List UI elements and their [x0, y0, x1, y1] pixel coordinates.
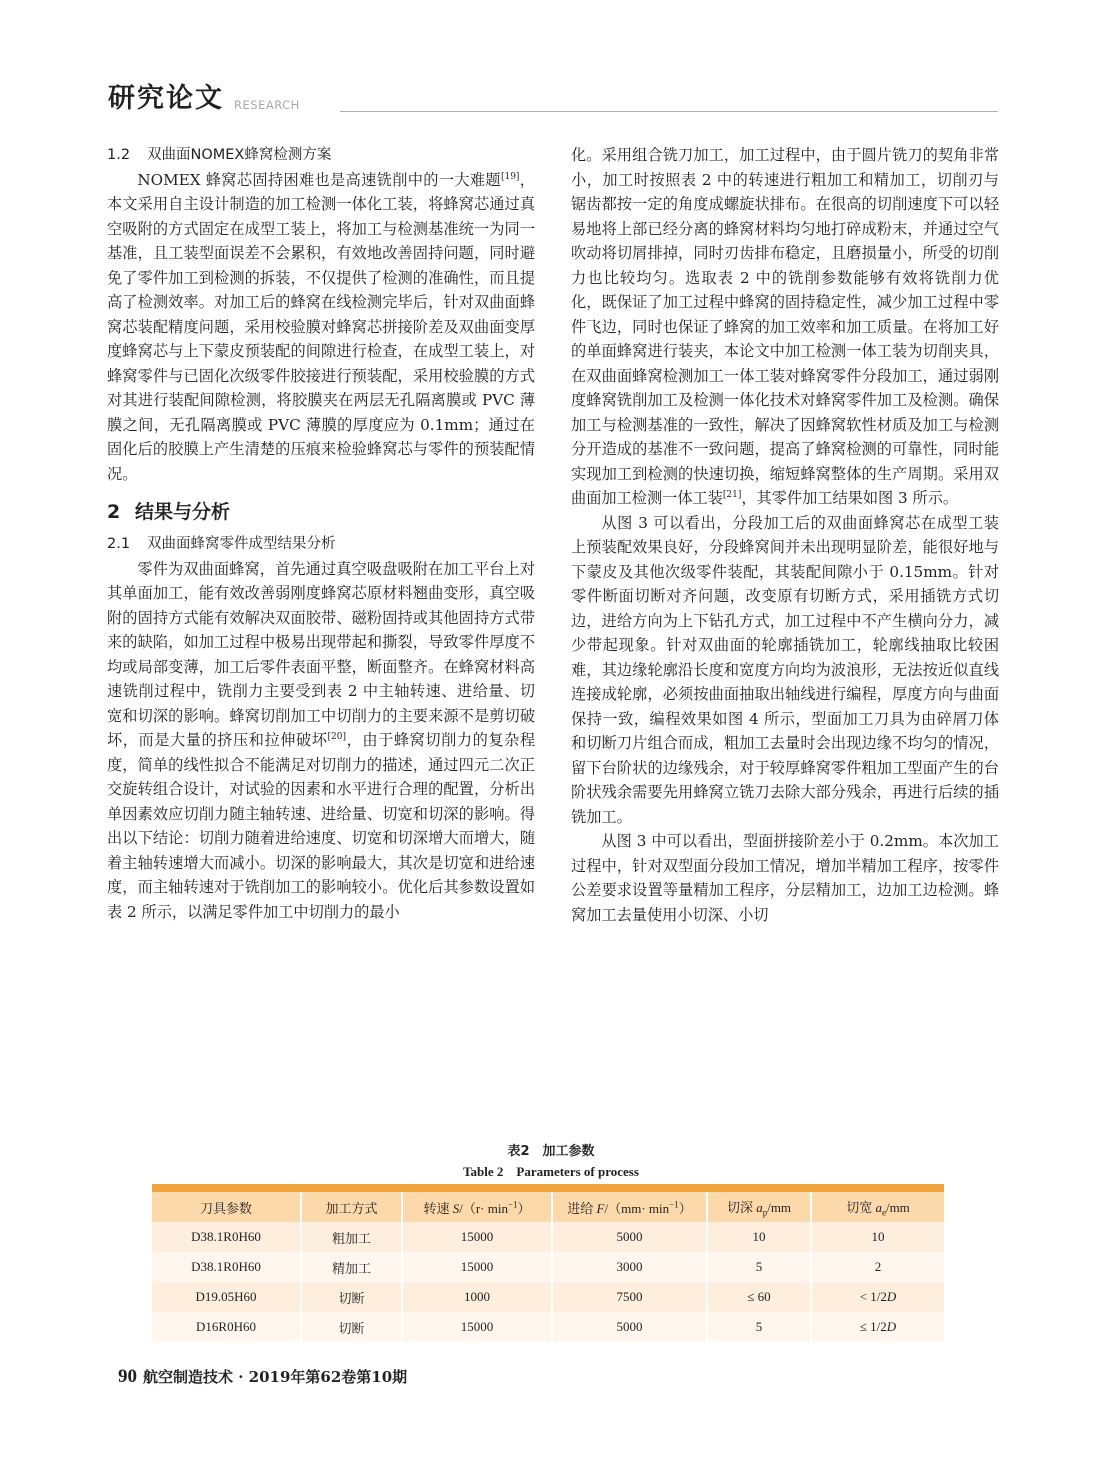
running-header [108, 76, 998, 116]
cell-depth: 5 [707, 1252, 811, 1282]
header-depth: 切深 $a_p/mm$ [707, 1192, 811, 1222]
cell-tool: D38.1R0H60 [152, 1252, 301, 1282]
right-column [571, 143, 999, 927]
cell-feed: 5000 [552, 1312, 707, 1342]
cell-depth: 5 [707, 1312, 811, 1342]
header-speed: 转速 $S/(r\cdot \min^{-1})$ [402, 1192, 552, 1222]
cell-depth: ≤ 60 [707, 1282, 811, 1312]
paragraph: 从图 3 中可以看出，型面拼接阶差小于 0.2mm。本次加工过程中，针对双型面分段加工情况，增加半精加工程序，按零件公差要求设置等量精加工程序，分层精加工，边加工边检测。蜂窝加工去量使用小切深、小切 [571, 832, 999, 924]
header-title-en: RESEARCH [234, 98, 300, 112]
paragraph [107, 557, 535, 925]
paragraph: 从图 3 可以看出，分段加工后的双曲面蜂窝芯在成型工装上预装配效果良好，分段蜂窝间并未出现明显阶差，能很好地与下蒙皮及其他次级零件装配，其装配间隙小于 0.15mm。针对零件断面切断对齐问题，改变原有切断方式，采用插铣方式切边，进给方向为上下钻孔方式，加工过程中不产生横向分力，减少带起现象。针对双曲面的轮廓插铣加工，轮廓线抽取比较困难，其边缘轮廓沿长度和宽度方向均为波浪形，无法按近似直线连接成轮廓，必须按曲面抽取出轴线进行编程，厚度方向与曲面保持一致，编程效果如图 4 所示，型面加工刀具为由碎屑刀体和切断刀片组合而成，粗加工去量时会出现边缘不均匀的情况，留下台阶状的边缘残余，对于较厚蜂窝零件粗加工型面产生的台阶状残余需要先用蜂窝立铣刀去除大部分残余，再进行后续的插铣加工。 [571, 513, 999, 826]
cell-speed: 15000 [402, 1252, 552, 1282]
paragraph [107, 168, 535, 487]
paragraph-text: 化。采用组合铣刀加工，加工过程中，由于圆片铣刀的契角非常小，加工时按照表 2 中的转速进行粗加工和精加工，切削刃与锯齿都按一定的角度成螺旋状排布。在很高的切削速度下可以轻易地将上部已经分离的蜂窝材料均匀地打碎成粉末，并通过空气吹动将切屑排掉，同时刃齿排布稳定，且磨损量小，所受的切削力也比较均匀。选取表 2 中的铣削参数能够有效将铣削力优化，既保证了加工过程中蜂窝的固持稳定性，减少加工过程中零件飞边，同时也保证了蜂窝的加工效率和加工质量。在将加工好的单面蜂窝进行装夹，本论文中加工检测一体工装为切削夹具，在双曲面蜂窝检测加工一体工装对蜂窝零件分段加工，通过弱刚度蜂窝铣削加工及检测一体化技术对蜂窝零件加工及检测。确保加工与检测基准的一致性，解决了因蜂窝软性材质及加工与检测分开造成的基准不一致问题，提高了蜂窝检测的可靠性，同时能实现加工到检测的快速切换，缩短蜂窝整体的生产周期。采用双曲面加工检测一体工装 [571, 146, 999, 507]
paragraph-text: ，本文采用自主设计制造的加工检测一体化工装，将蜂窝芯通过真空吸附的方式固定在成型工装上，将加工与检测基准统一为同一基准，且工装型面误差不会累积，有效地改善固持问题，同时避免了零件加工到检测的拆装，不仅提供了检测的准确性，而且提高了检测效率。对加工后的蜂窝在线检测完毕后，针对双曲面蜂窝芯装配精度问题，采用校验膜对蜂窝芯拼接阶差及双曲面变厚度蜂窝芯与上下蒙皮预装配的间隙进行检查，在成型工装上，对蜂窝零件与已固化次级零件胶接进行预装配，采用校验膜的方式对其进行装配间隙检测，将胶膜夹在两层无孔隔离膜或 PVC 薄膜之间，无孔隔离膜或 PVC 薄膜的厚度应为 0.1mm；通过在固化后的胶膜上产生清楚的压痕来检验蜂窝芯与零件的预装配情况。 [107, 170, 535, 483]
cell-feed: 7500 [552, 1282, 707, 1312]
paragraph-text: ，其零件加工结果如图 3 所示。 [741, 489, 959, 507]
page-footer [118, 1366, 407, 1388]
section-title: 结果与分析 [135, 501, 231, 523]
header-tool: 刀具参数 [152, 1192, 301, 1222]
citation: [20] [327, 731, 346, 742]
cell-speed: 15000 [402, 1312, 552, 1342]
journal-info: 航空制造技术 · 2019年第62卷第10期 [143, 1368, 408, 1386]
header-title-cn: 研究论文 [108, 83, 224, 114]
section-title: 双曲面NOMEX蜂窝检测方案 [147, 147, 332, 163]
paragraph-text: 零件为双曲面蜂窝，首先通过真空吸盘吸附在加工平台上对其单面加工，能有效改善弱刚度蜂窝芯原材料翘曲变形，真空吸附的固持方式能有效解决双面胶带、磁粉固持或其他固持方式带来的缺陷，如加工过程中极易出现带起和撕裂，导致零件厚度不均或局部变薄，加工后零件表面平整，断面整齐。在蜂窝材料高速铣削过程中，铣削力主要受到表 2 中主轴转速、进给量、切宽和切深的影响。蜂窝切削加工中切削力的主要来源不是剪切破坏，而是大量的挤压和拉伸破坏 [107, 559, 535, 749]
cell-tool: D16R0H60 [152, 1312, 301, 1342]
cell-width: 10 [811, 1222, 944, 1252]
paragraph-text: ，由于蜂窝切削力的复杂程度，简单的线性拟合不能满足对切削力的描述，通过四元二次正交旋转组合设计，对试验的因素和水平进行合理的配置，分析出单因素效应切削力随主轴转速、进给量、切宽和切深的影响。得出以下结论：切削力随着进给速度、切宽和切深增大而增大，随着主轴转速增大而减小。切深的影响最大，其次是切宽和进给速度，而主轴转速对于铣削加工的影响较小。优化后其参数设置如表 2 所示，以满足零件加工中切削力的最小 [107, 731, 536, 921]
header-width: 切宽 $a_e/mm$ [811, 1192, 944, 1222]
section-2-heading [107, 500, 535, 524]
table-top-bar [152, 1184, 944, 1192]
page-number: 90 [118, 1366, 137, 1387]
cell-feed: 5000 [552, 1222, 707, 1252]
paragraph-text: NOMEX 蜂窝芯固持困难也是高速铣削中的一大难题 [137, 170, 501, 189]
table-row [152, 1252, 944, 1282]
left-column [107, 143, 535, 924]
section-number: 1.2 [107, 147, 131, 163]
header-method: 加工方式 [301, 1192, 402, 1222]
table-header-row [152, 1192, 944, 1222]
cell-width: 2 [811, 1252, 944, 1282]
section-title: 双曲面蜂窝零件成型结果分析 [147, 536, 336, 552]
cell-width: ≤ 1/2D [811, 1312, 944, 1342]
section-2-1-heading [107, 532, 535, 557]
table-row [152, 1282, 944, 1312]
cell-method: 粗加工 [301, 1222, 402, 1252]
paragraph [571, 143, 999, 511]
section-number: 2 [107, 501, 121, 523]
header-feed: 进给 $F/(mm\cdot \min^{-1})$ [552, 1192, 707, 1222]
cell-feed: 3000 [552, 1252, 707, 1282]
section-number: 2.1 [107, 536, 131, 552]
citation: [19] [500, 171, 520, 182]
cell-tool: D38.1R0H60 [152, 1222, 301, 1252]
table-row [152, 1312, 944, 1342]
parameters-table [152, 1184, 944, 1342]
cell-width: < 1/2D [811, 1282, 944, 1312]
cell-speed: 15000 [402, 1222, 552, 1252]
table-row [152, 1222, 944, 1252]
cell-tool: D19.05H60 [152, 1282, 301, 1312]
cell-depth: 10 [707, 1222, 811, 1252]
table-caption-cn: 表2 加工参数 [507, 1144, 595, 1159]
cell-method: 切断 [301, 1282, 402, 1312]
table-caption-en: Table 2 Parameters of process [463, 1164, 639, 1179]
section-1-2-heading [107, 143, 535, 168]
cell-method: 切断 [301, 1312, 402, 1342]
header-rule [340, 111, 998, 112]
cell-speed: 1000 [402, 1282, 552, 1312]
cell-method: 精加工 [301, 1252, 402, 1282]
citation: [21] [722, 489, 742, 500]
